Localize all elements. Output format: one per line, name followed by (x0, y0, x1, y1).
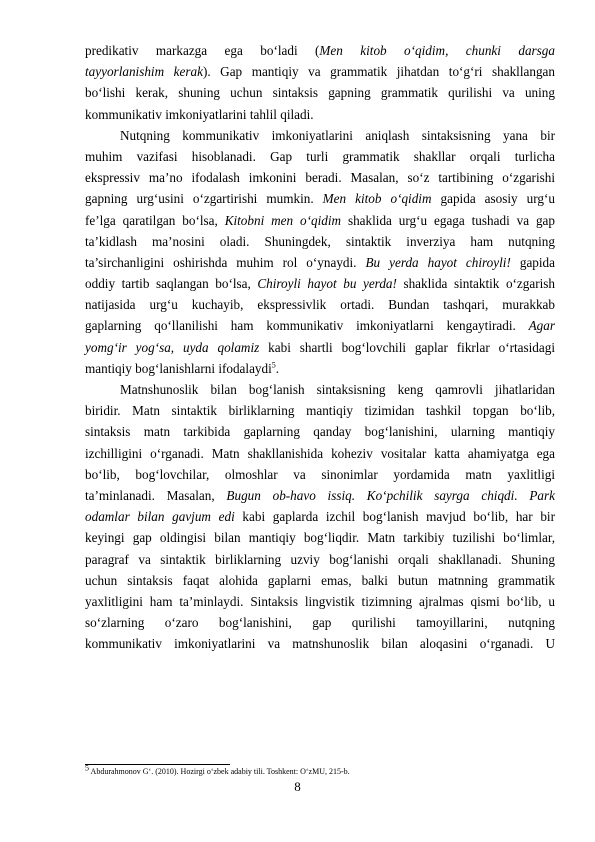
text-line: kommunikativ imkoniyatlarini va matnshunoslik bilan aloqasini o‘rganadi. U (85, 636, 555, 652)
footnote-marker: 5 (85, 763, 89, 773)
footnote (85, 763, 350, 777)
text-line: keyingi gap oldingisi bilan mantiqiy bog‘liqdir. Matn tarkibiy tuzilishi bo‘limlar, (85, 530, 555, 546)
text-line: odamlar bilan gavjum edi kabi gaplarda izchil bog‘lanish mavjud bo‘lib, har bir (85, 509, 555, 525)
text-line: izchilligini o‘rganadi. Matn shakllanishida koheziv vositalar katta ahamiyatga ega (85, 445, 555, 461)
text-line: sintaksis matn tarkibida gaplarning qanday bog‘lanishini, ularning mantiqiy (85, 424, 555, 440)
text-line: yomg‘ir yog‘sa, uyda qolamiz kabi shartli bog‘lovchili gaplar fikrlar o‘rtasidagi (85, 339, 555, 355)
text-line: bo‘lib, bog‘lovchilar, olmoshlar va sinonimlar yordamida matn yaxlitligi (85, 466, 555, 482)
text-line: ekspressiv ma’no ifodalash imkonini beradi. Masalan, so‘z tartibining o‘zgarishi (85, 170, 555, 186)
text-line: tayyorlanishim kerak). Gap mantiqiy va grammatik jihatdan to‘g‘ri shakllangan (85, 64, 556, 80)
text-line: so‘zlarning o‘zaro bog‘lanishini, gap qurilishi tamoyillarini, nutqning (85, 615, 555, 631)
page-number: 8 (294, 779, 301, 794)
paragraph-start-line: Nutqning kommunikativ imkoniyatlarini aniqlash sintaksisning yana bir (120, 127, 555, 143)
text-line: yaxlitligini ham ta’minlaydi. Sintaksis lingvistik tizimning ajralmas qismi bo‘lib, u (85, 593, 555, 609)
text-line: natijasida urg‘u kuchayib, ekspressivlik ortadi. Bundan tashqari, murakkab (85, 297, 555, 313)
text-line: ta’minlanadi. Masalan, Bugun ob-havo issiq. Ko‘pchilik sayrga chiqdi. Park (85, 487, 555, 503)
text-line: ta’sirchanligini oshirishda muhim rol o‘ynaydi. Bu yerda hayot chiroyli! gapida (85, 254, 556, 270)
text-line: bo‘lishi kerak, shuning uchun sintaksis gapning grammatik qurilishi va uning (85, 85, 555, 101)
text-line: kommunikativ imkoniyatlarini tahlil qiladi. (85, 106, 314, 122)
footnote-text: Abdurahmonov G‘. (2010). Hozirgi o‘zbek adabiy tili. Toshkent: O‘zMU, 215-b. (89, 767, 350, 776)
footnote-divider (85, 764, 230, 765)
text-line: gaplarning qo‘llanilishi ham kommunikativ imkoniyatlarni kengaytiradi. Agar (85, 318, 555, 334)
text-line: paragraf va sintaktik birliklarning uzviy bog‘lanishi orqali shakllanadi. Shuning (85, 551, 555, 567)
document-body (85, 40, 555, 654)
text-line: gapning urg‘usini o‘zgartirishi mumkin. Men kitob o‘qidim gapida asosiy urg‘u (85, 191, 555, 207)
text-line: biridir. Matn sintaktik birliklarning mantiqiy tizimidan tashkil topgan bo‘lib, (85, 403, 555, 419)
text-line: ta’kidlash ma’nosini oladi. Shuningdek, sintaktik inverziya ham nutqning (85, 233, 555, 249)
text-line: fe’lga qaratilgan bo‘lsa, Kitobni men o‘qidim shaklida urg‘u egaga tushadi va gap (85, 212, 556, 228)
text-line: uchun sintaksis faqat alohida gaplarni emas, balki butun matnning grammatik (85, 572, 555, 588)
text-line: muhim vazifasi hisoblanadi. Gap turli grammatik shakllar orqali turlicha (85, 148, 555, 164)
text-line: oddiy tartib saqlangan bo‘lsa, Chiroyli hayot bu yerda! shaklida sintaktik o‘zgarish (85, 276, 556, 292)
text-line: mantiqiy bog‘lanishlarni ifodalaydi$^5$. (85, 360, 280, 376)
paragraph-start-line: Matnshunoslik bilan bog‘lanish sintaksisning keng qamrovli jihatlaridan (120, 382, 555, 397)
text-line: predikativ markazga ega bo‘ladi (Men kitob o‘qidim, chunki darsga (85, 43, 555, 58)
